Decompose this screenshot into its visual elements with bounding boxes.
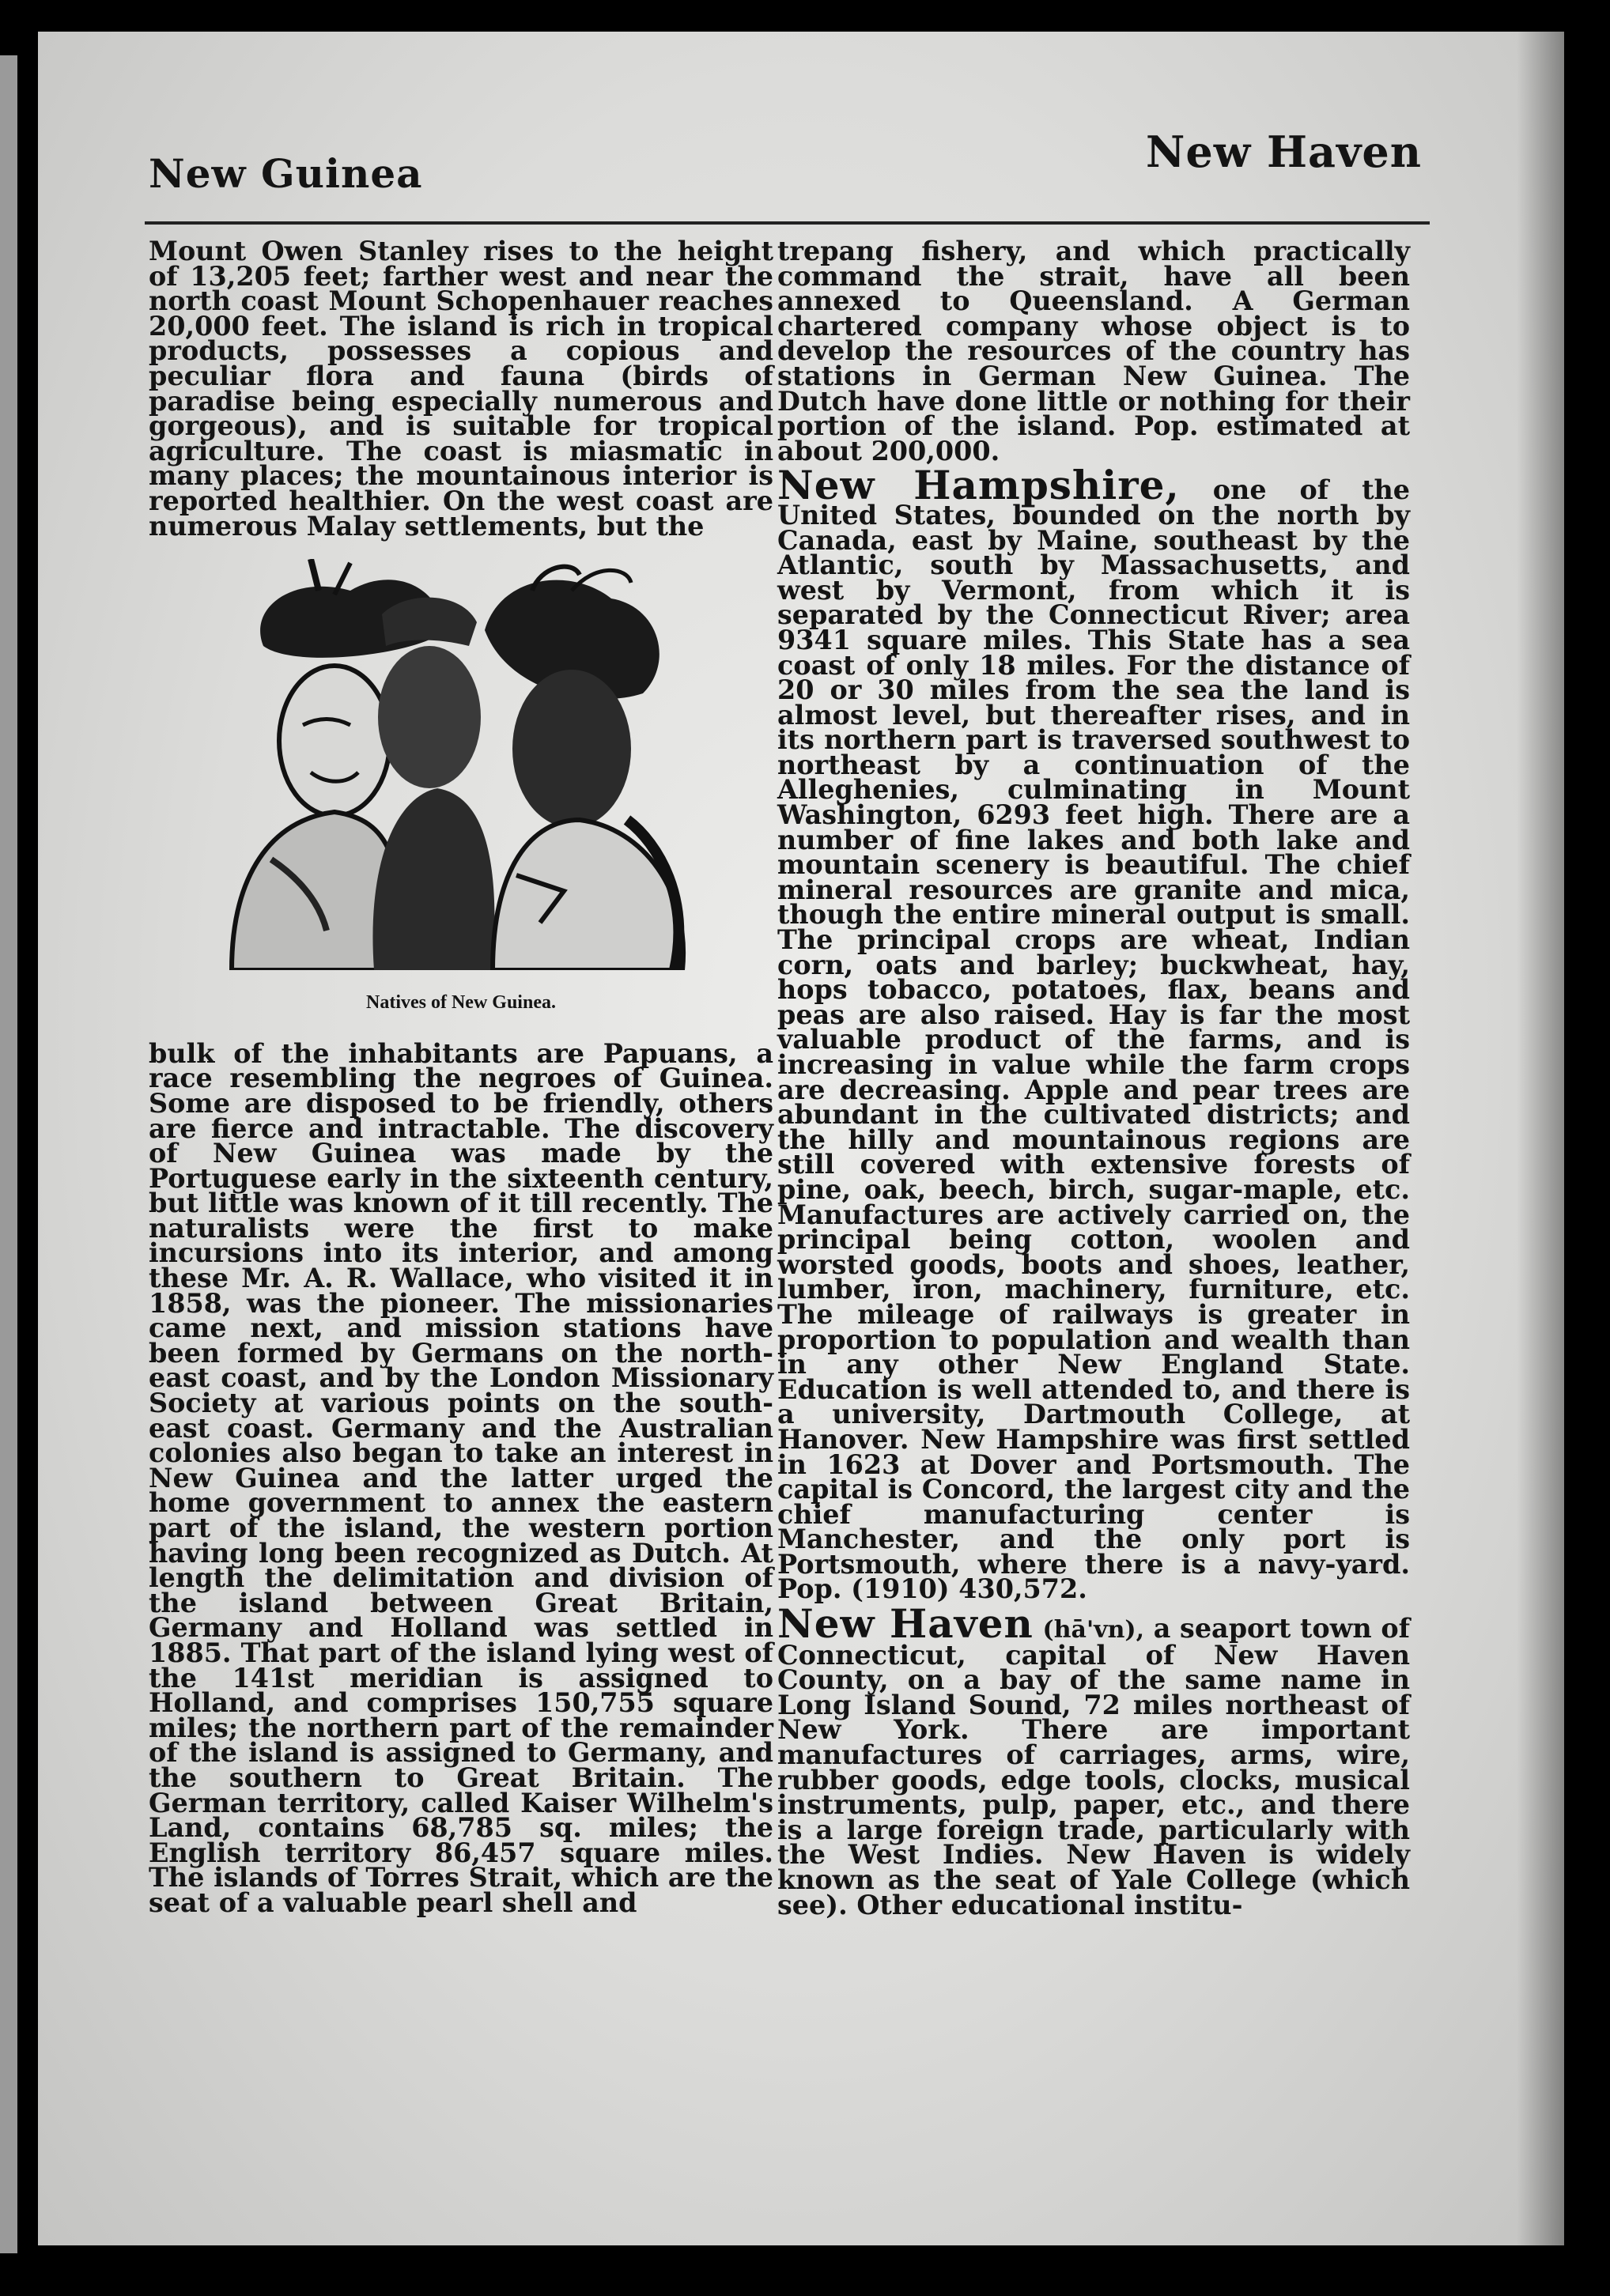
new-guinea-text-top: Mount Owen Stanley rises to the height of 13,205 feet; farther west and near the north coast Mount Schopenhauer reaches 20,000 feet. The island is rich in tropical products, possesses a copious and peculiar flora and fauna (birds of paradise being especially numerous and gorgeous), and is suitable for tropical agriculture. The coast is miasmatic in many places; the mountainous interior is reported healthier. On the west coast are numerous Malay settlements, but the [149,236,773,542]
new-haven-text: a seaport town of Connecticut, capital of New Haven County, on a bay of the same name in Long Island Sound, 72 miles northeast of New York. There are important manufactures of carriages, arms, wire, rubber goods, edge tools, clocks, musical instruments, pulp, paper, etc., and there is a large foreign trade, particularly with the West Indies. New Haven is widely known as the seat of Yale College (which see). Other educational institu- [777,1613,1411,1920]
illustration-caption: Natives of New Guinea. [366,992,556,1014]
header-rule [145,221,1430,225]
new-haven-pronunciation: (hā'vn), [1042,1616,1145,1645]
natives-illustration [149,559,773,1016]
new-haven-headword: New Haven [777,1600,1034,1648]
new-guinea-text-bottom: bulk of the inhabitants are Papuans, a race resembling the negroes of Guinea. Some are disposed to be friendly, others are fierce and intractable. The discovery of New Guinea was made by the Portuguese early in the sixteenth century, but little was known of it till recently. The naturalists were the first to make incursions into its interior, and among these Mr. A. R. Wallace, who visited it in 1858, was the pioneer. The missionaries came next, and mission stations have been formed by Germans on the north-east coast, and by the London Missionary Society at various points on the south-east coast. Germany and the Australian colonies also began to take an interest in New Guinea and the latter urged the home government to annex the eastern part of the island, the western portion having long been recognized as Dutch. At length the delimitation and division of the island between Great Britain, Germany and Holland was settled in 1885. That part of the island lying west of the 141st meridian is assigned to Holland, and comprises 150,755 square miles; the northern part of the remainder of the island is assigned to Germany, and the southern to Great Britain. The German territory, called Kaiser Wilhelm's Land, contains 68,785 sq. miles; the English territory 86,457 square miles. The islands of Torres Strait, which are the seat of a valuable pearl shell and [149,1037,773,1918]
running-head-left: New Guinea [149,150,423,197]
page-edge-shadow [1517,32,1564,2245]
running-head-right: New Haven [1145,127,1422,177]
new-hampshire-headword: New Hampshire, [777,462,1180,509]
right-column [777,236,1411,1920]
left-column [149,236,773,1918]
new-haven-entry [777,1600,1411,1920]
adjacent-page-edge [0,55,17,2253]
book-page [38,32,1564,2245]
new-guinea-text-continued: trepang fishery, and which practically command the strait, have all been annexed to Queensland. A German chartered company whose object is to develop the resources of the country has stations in German New Guinea. The Dutch have done little or nothing for their portion of the island. Pop. estimated at about 200,000. [777,236,1410,466]
new-hampshire-text: one of the United States, bounded on the north by Canada, east by Maine, southeast by the Atlantic, south by Massachusetts, and west by Vermont, from which it is separated by the Connecticut River; area 9341 square miles. This State has a sea coast of only 18 miles. For the distance of 20 or 30 miles from the sea the land is almost level, but thereafter rises, and in its northern part is traversed southwest to northeast by a continuation of the Alleghenies, culminating in Mount Washington, 6293 feet high. There are a number of fine lakes and both lake and mountain scenery is beautiful. The chief mineral resources are granite and mica, though the entire mineral output is small. The principal crops are wheat, Indian corn, oats and barley; buckwheat, hay, hops tobacco, potatoes, flax, beans and peas are also raised. Hay is far the most valuable product of the farms, and is increasing in value while the farm crops are decreasing. Apple and pear trees are abundant in the cultivated districts; and the hilly and mountainous regions are still covered with extensive forests of pine, oak, beech, birch, sugar-maple, etc. Manufactures are actively carried on, the principal being cotton, woolen and worsted goods, boots and shoes, leather, lumber, iron, machinery, furniture, etc. The mileage of railways is greater in proportion to population and wealth than in any other New England State. Education is well attended to, and there is a university, Dartmouth College, at Hanover. New Hampshire was first settled in 1623 at Dover and Portsmouth. The capital is Concord, the largest city and the chief manufacturing center is Manchester, and the only port is Portsmouth, where there is a navy-yard. Pop. (1910) 430,572. [777,474,1411,1605]
new-hampshire-entry [777,462,1411,1605]
natives-engraving [200,559,722,970]
